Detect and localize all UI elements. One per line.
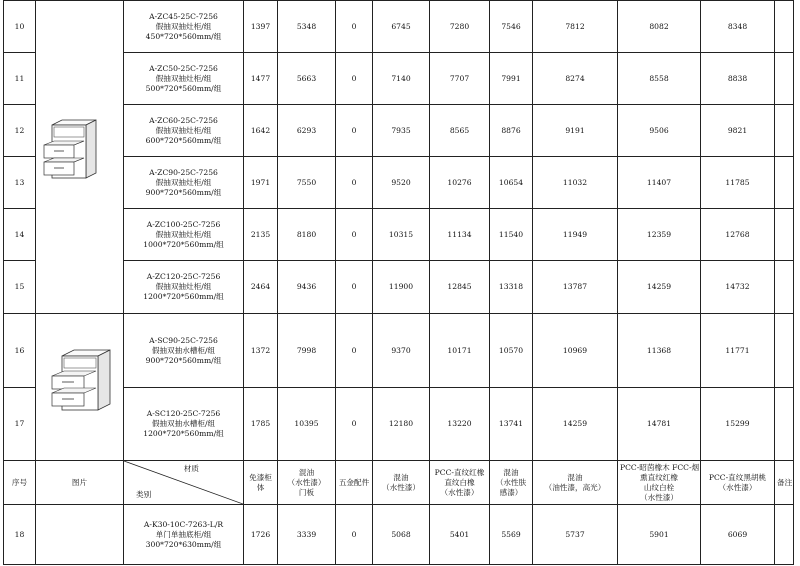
header-category: 类别 (136, 490, 152, 499)
price-cell: 0 (336, 388, 373, 461)
header-c3: 五金配件 (336, 461, 373, 505)
header-picture: 图片 (36, 461, 124, 505)
row-number: 13 (4, 157, 36, 209)
row-number: 18 (4, 505, 36, 565)
remark-cell (775, 157, 794, 209)
header-no: 序号 (4, 461, 36, 505)
price-cell: 11771 (701, 314, 775, 388)
table-row (4, 505, 794, 565)
price-cell: 1726 (244, 505, 278, 565)
price-cell: 10276 (430, 157, 490, 209)
price-cell: 6293 (278, 105, 336, 157)
price-cell: 1397 (244, 1, 278, 53)
price-cell: 0 (336, 261, 373, 314)
cabinet-image (36, 1, 124, 314)
price-cell: 9506 (618, 105, 701, 157)
price-cell: 9370 (373, 314, 430, 388)
product-name: A-ZC45-25C-7256 假抽双抽灶柜/组 450*720*560mm/组 (124, 1, 244, 53)
remark-cell (775, 314, 794, 388)
price-cell: 10654 (490, 157, 533, 209)
price-cell: 1785 (244, 388, 278, 461)
header-c9: PCC-直纹黑胡桃 （水性漆） (701, 461, 775, 505)
row-number: 17 (4, 388, 36, 461)
header-c8: PCC-昭茵橡木 FCC-烟 熏直纹红橡 山纹白栓 （水性漆） (618, 461, 701, 505)
remark-cell (775, 388, 794, 461)
price-cell: 6745 (373, 1, 430, 53)
row-number: 16 (4, 314, 36, 388)
header-c5: PCC-直纹红橡 直纹白橡 （水性漆） (430, 461, 490, 505)
price-cell: 14781 (618, 388, 701, 461)
price-cell: 0 (336, 505, 373, 565)
image-cell-empty (36, 505, 124, 565)
price-cell: 11032 (533, 157, 618, 209)
price-cell: 7546 (490, 1, 533, 53)
price-cell: 12768 (701, 209, 775, 261)
price-cell: 8348 (701, 1, 775, 53)
header-c7: 混油 （油性漆，高光） (533, 461, 618, 505)
price-cell: 8558 (618, 53, 701, 105)
product-name: A-SC120-25C-7256 假抽双抽水槽柜/组 1200*720*560mm/组 (124, 388, 244, 461)
price-cell: 0 (336, 209, 373, 261)
price-cell: 1372 (244, 314, 278, 388)
price-cell: 7998 (278, 314, 336, 388)
price-cell: 10315 (373, 209, 430, 261)
price-cell: 11900 (373, 261, 430, 314)
price-cell: 1477 (244, 53, 278, 105)
price-table (3, 0, 794, 565)
price-cell: 5401 (430, 505, 490, 565)
price-cell: 8082 (618, 1, 701, 53)
product-name: A-ZC100-25C-7256 假抽双抽灶柜/组 1000*720*560mm/组 (124, 209, 244, 261)
price-cell: 7812 (533, 1, 618, 53)
remark-cell (775, 261, 794, 314)
price-cell: 8876 (490, 105, 533, 157)
drawer-cabinet-picture (38, 111, 124, 201)
price-cell: 10969 (533, 314, 618, 388)
price-cell: 10570 (490, 314, 533, 388)
price-cell: 2135 (244, 209, 278, 261)
price-cell: 1642 (244, 105, 278, 157)
price-cell: 5569 (490, 505, 533, 565)
price-cell: 5068 (373, 505, 430, 565)
price-cell: 13220 (430, 388, 490, 461)
price-cell: 14732 (701, 261, 775, 314)
price-cell: 7550 (278, 157, 336, 209)
price-cell: 8274 (533, 53, 618, 105)
price-cell: 9821 (701, 105, 775, 157)
price-cell: 13318 (490, 261, 533, 314)
product-name: A-SC90-25C-7256 假抽双抽水槽柜/组 900*720*560mm/组 (124, 314, 244, 388)
price-cell: 12359 (618, 209, 701, 261)
price-cell: 6069 (701, 505, 775, 565)
price-cell: 13741 (490, 388, 533, 461)
price-cell: 8180 (278, 209, 336, 261)
row-number: 14 (4, 209, 36, 261)
price-cell: 2464 (244, 261, 278, 314)
price-cell: 7140 (373, 53, 430, 105)
price-cell: 0 (336, 53, 373, 105)
price-cell: 7707 (430, 53, 490, 105)
header-remark: 备注 (775, 461, 794, 505)
price-cell: 12180 (373, 388, 430, 461)
price-cell: 0 (336, 157, 373, 209)
row-number: 15 (4, 261, 36, 314)
price-cell: 10171 (430, 314, 490, 388)
price-cell: 14259 (618, 261, 701, 314)
price-cell: 10395 (278, 388, 336, 461)
price-cell: 9520 (373, 157, 430, 209)
price-cell: 3339 (278, 505, 336, 565)
header-c2: 混油 （水性漆） 门板 (278, 461, 336, 505)
product-name: A-ZC50-25C-7256 假抽双抽灶柜/组 500*720*560mm/组 (124, 53, 244, 105)
header-material-category (124, 461, 244, 505)
remark-cell (775, 105, 794, 157)
price-cell: 9191 (533, 105, 618, 157)
price-cell: 0 (336, 314, 373, 388)
price-cell: 11785 (701, 157, 775, 209)
remark-cell (775, 209, 794, 261)
price-cell: 0 (336, 105, 373, 157)
row-number: 10 (4, 1, 36, 53)
product-name: A-K30-10C-7263-L/R 单门单抽底柜/组 300*720*630mm/组 (124, 505, 244, 565)
remark-cell (775, 53, 794, 105)
price-cell: 9436 (278, 261, 336, 314)
price-cell: 0 (336, 1, 373, 53)
header-c4: 混油 （水性漆） (373, 461, 430, 505)
remark-cell (775, 505, 794, 565)
price-cell: 8838 (701, 53, 775, 105)
price-cell: 11949 (533, 209, 618, 261)
price-cell: 5348 (278, 1, 336, 53)
row-number: 11 (4, 53, 36, 105)
header-material: 材质 (183, 464, 199, 473)
sink-cabinet-image (36, 314, 124, 461)
price-cell: 7280 (430, 1, 490, 53)
price-cell: 7991 (490, 53, 533, 105)
product-name: A-ZC60-25C-7256 假抽双抽灶柜/组 600*720*560mm/组 (124, 105, 244, 157)
price-cell: 7935 (373, 105, 430, 157)
price-cell: 15299 (701, 388, 775, 461)
price-cell: 8565 (430, 105, 490, 157)
price-cell: 11368 (618, 314, 701, 388)
price-cell: 11407 (618, 157, 701, 209)
price-cell: 5737 (533, 505, 618, 565)
price-cell: 11540 (490, 209, 533, 261)
price-cell: 11134 (430, 209, 490, 261)
row-number: 12 (4, 105, 36, 157)
price-cell: 12845 (430, 261, 490, 314)
table-row (4, 314, 794, 388)
header-row (4, 461, 794, 505)
price-cell: 5901 (618, 505, 701, 565)
table-row (4, 1, 794, 53)
remark-cell (775, 1, 794, 53)
product-name: A-ZC90-25C-7256 假抽双抽灶柜/组 900*720*560mm/组 (124, 157, 244, 209)
price-cell: 1971 (244, 157, 278, 209)
header-c6: 混油 （水性肤 感漆） (490, 461, 533, 505)
sink-cabinet-picture (38, 346, 124, 426)
price-cell: 13787 (533, 261, 618, 314)
price-cell: 5663 (278, 53, 336, 105)
product-name: A-ZC120-25C-7256 假抽双抽灶柜/组 1200*720*560mm/组 (124, 261, 244, 314)
price-cell: 14259 (533, 388, 618, 461)
header-c1: 免漆柜 体 (244, 461, 278, 505)
